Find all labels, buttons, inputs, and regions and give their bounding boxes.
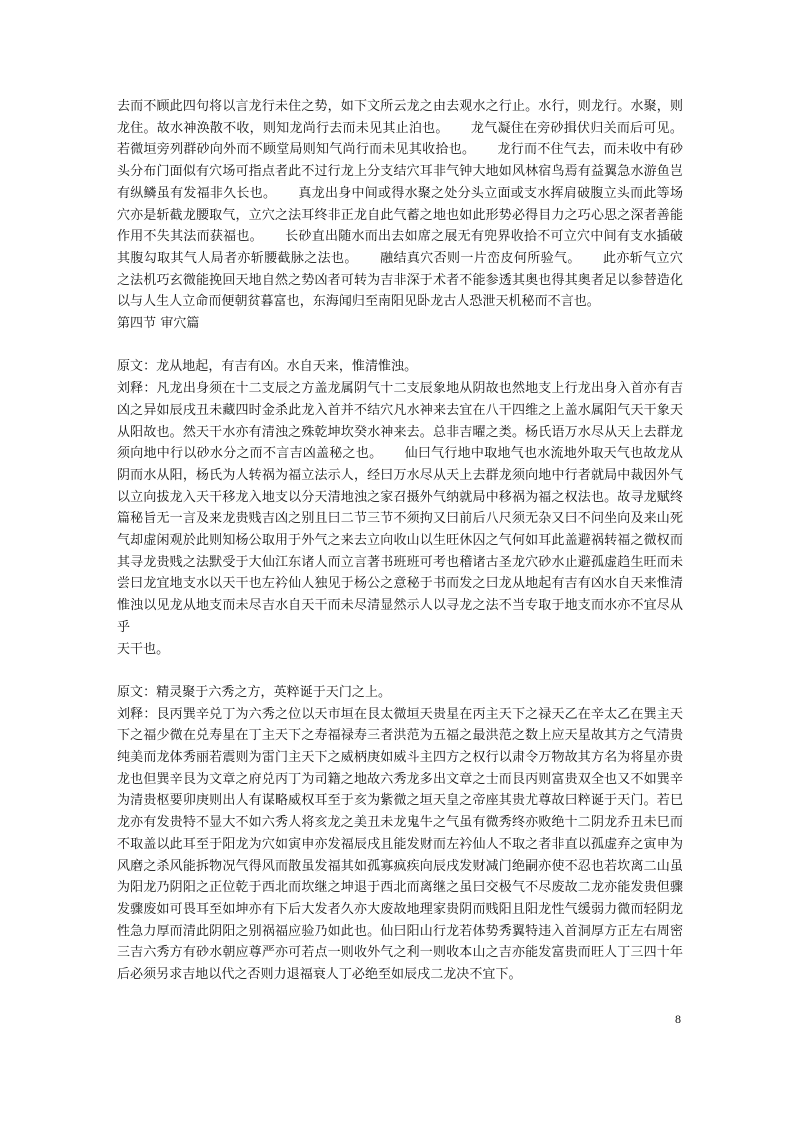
commentary-tail: 天干也。 xyxy=(117,641,170,657)
section-heading: 第四节 审穴篇 xyxy=(117,316,200,332)
page-number: 8 xyxy=(675,1012,681,1026)
original-text: 原文：精灵聚于六秀之方，英粹诞于天门之上。 xyxy=(117,684,392,700)
original-text: 原文：龙从地起，有吉有凶。水自天来，惟清惟浊。 xyxy=(117,359,418,375)
intro-paragraph: 去而不顾此四句将以言龙行未住之势，如下文所云龙之由去观水之行止。水行，则龙行。水聚，则龙住。故水神涣散不收，则知龙尚行去而未见其止泊也。 龙气凝住在旁砂揖伏归关而后可见。若微垣旁列群砂向外而不顾堂局则知气尚行而未见其收拾也。 龙行而不住气去，而未收中有砂头分布门面似有穴场可指点者此不过行龙上分支结穴耳非气钟大地如风林宿鸟焉有益翼急水游鱼岂有纵鳞虽有发福非久长也。 真龙出身中间或得水聚之处分头立面或支水挥肩破腹立头而此等场穴亦是斩截龙腰取气，立穴之法耳终非正龙自此气蓄之地也如此形势必得目力之巧心思之深者善能作用不失其法而获福也。 长砂直出随水而出去如席之展无有兜界收拾不可立穴中间有支水插破其腹勾取其气人局者亦斩腰截脉之法也。 融结真穴否则一片峦皮何所验气。 此亦斩气立穴之法机巧玄微能挽回天地自然之势凶者可转为吉非深于术者不能参透其奥也得其奥者足以参替造化以与人生人立命而便朝贫暮富也，东海闻归至南阳见卧龙古人恐泄天机秘而不言也。 xyxy=(117,99,684,310)
document-page xyxy=(117,96,683,986)
commentary-text: 刘释：艮丙巽辛兑丁为六秀之位以天市垣在艮太微垣天贵星在丙主天下之禄天乙在辛太乙在巽主天下之福少微在兑寿星在丁主天下之寿福禄寿三者洪范为五福之最洪范之数上应天星故其方之气清贵纯美而龙体秀丽若震则为雷门主天下之威柄庚如威斗主四方之权行以肃令万物故其方名为将星亦贵龙也但巽辛艮为文章之府兑丙丁为司籍之地故六秀龙多出文章之士而艮丙则富贵双全也又不如巽辛为清贵枢要卯庚则出人有谋略威权耳至于亥为紫微之垣天皇之帝座其贵尤尊故曰粹诞于天门。若巳龙亦有发贵特不显大不如六秀人将亥龙之美丑未龙鬼牛之气虽有微秀终亦败绝十二阴龙乔丑未巳而不取盖以此耳至于阳龙为穴如寅申亦发福辰戌且能发财而左衿仙人不取之者非直以孤虚弃之寅申为风磨之杀风能拆物况气得风而散虽发福其如孤寡疯疾向辰戌发财减门绝嗣亦使不忍也若坎离二山虽为阳龙乃阴阳之正位乾于西北而坎继之坤退于西北而离继之虽曰交极气不尽废故二龙亦能发贵但骤发骤废如可畏耳至如坤亦有下后大发者久亦大废故地理家贵阴而贱阳且阳龙性气缓弱力微而轻阴龙性急力厚而清此阴阳之别祸福应验乃如此也。仙曰阳山行龙若体势秀翼特违入首洞厚方正左右周密三吉六秀方有砂水朝应尊严亦可若点一则收外气之利一则收本山之吉亦能发富贵而旺人丁三四十年后必须另求吉地以代之否则力退福衰人丁必绝至如辰戌二龙决不宜下。 xyxy=(117,706,683,983)
commentary-text: 刘释：凡龙出身须在十二支辰之方盖龙属阴气十二支辰象地从阴故也然地支上行龙出身入首亦有吉凶之异如辰戌丑未藏四时金杀此龙入首并不结穴凡水神来去宜在八干四维之上盖水属阳气天干象天从阳故也。然天干水亦有清浊之殊乾坤坎癸水神来去。总非吉曜之类。杨氏语万水尽从天上去群龙须向地中行以砂水分之而不言吉凶盖秘之也。 仙曰气行地中取地气也水流地外取天气也故龙从阴而水从阳，杨氏为人转祸为福立法示人，经曰万水尽从天上去群龙须向地中行者就局中裁因外气以立向拔龙入天干移龙入地支以分天清地浊之家召摄外气纳就局中移祸为福之权法也。故寻龙赋终篇秘旨无一言及来龙贵贱吉凶之别且曰二节三节不须拘又曰前后八尺须无杂又曰不问坐向及来山死气却虚闲观於此则知杨公取用于外气之来去立向收山以生旺休囚之气何如耳此盖避祸转福之微权而其寻龙贵贱之法默受于大仙江东诸人而立言著书班班可考也稽诸古圣龙穴砂水止避孤虚趋生旺而未尝曰龙宜地支水以天干也左衿仙人独见于杨公之意秘于书而发之曰龙从地起有吉有凶水自天来惟清惟浊以见龙从地支而未尽吉水自天干而未尽清显然示人以寻龙之法不当专取于地支而水亦不宜尽从乎 xyxy=(117,381,683,635)
